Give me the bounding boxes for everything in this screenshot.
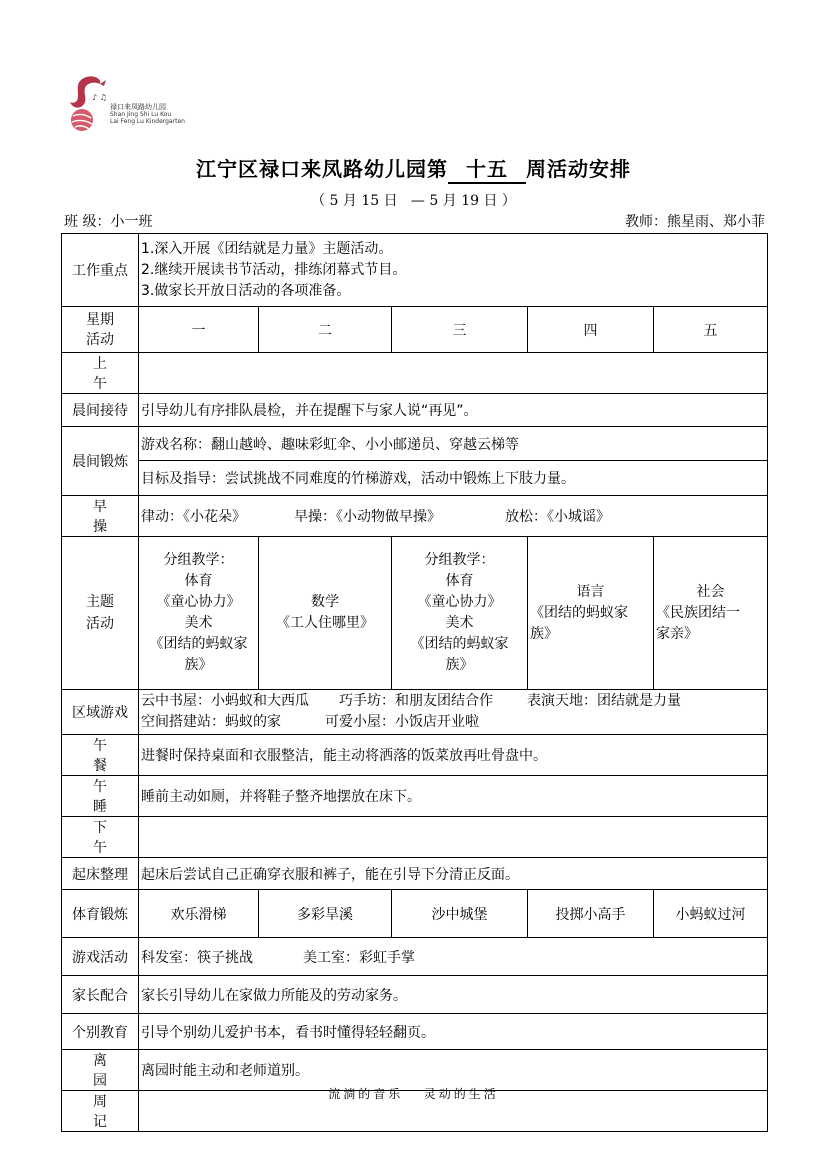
kindergarten-logo xyxy=(62,74,202,134)
weekday-fri: 五 xyxy=(654,307,768,353)
theme-thu-line: 语言 xyxy=(576,583,605,600)
notes-label: 周 记 xyxy=(62,1091,139,1132)
individual-row xyxy=(62,1014,768,1050)
footer-slogan: 流淌的音乐 灵动的生活 xyxy=(328,1087,499,1101)
area-line-2 xyxy=(141,712,765,733)
focus-row xyxy=(62,234,768,307)
theme-wed-line: 体育 xyxy=(445,573,474,589)
theme-mon-line: 《团结的蚂蚁家 xyxy=(149,636,248,652)
theme-fri-line: 《民族团结一 xyxy=(656,604,740,621)
afternoon-row xyxy=(62,817,768,858)
theme-wed-line: 《团结的蚂蚁家 xyxy=(410,636,509,652)
pe-label: 体育锻炼 xyxy=(62,890,139,938)
area-label: 区域游戏 xyxy=(62,690,139,735)
header-label-activity: 活动 xyxy=(86,331,114,348)
theme-mon xyxy=(139,537,259,690)
drill-relax: 放松：《小城谣》 xyxy=(505,509,610,525)
wakeup-content: 起床后尝试自己正确穿衣服和裤子，能在引导下分清正反面。 xyxy=(139,858,768,890)
theme-mon-line: 族》 xyxy=(184,657,213,673)
logo-mark-icon xyxy=(62,74,110,134)
games-item: 美工室：彩虹手掌 xyxy=(303,949,415,966)
leave-content: 离园时能主动和老师道别。 xyxy=(139,1050,768,1091)
weekday-thu: 四 xyxy=(528,307,654,353)
area-item: 可爱小屋：小饭店开业啦 xyxy=(325,714,479,730)
teacher-label: 教师：熊星雨、郑小菲 xyxy=(625,214,765,230)
weekly-plan-table xyxy=(61,233,768,1132)
reception-row xyxy=(62,394,768,427)
area-item: 云中书屋：小蚂蚁和大西瓜 xyxy=(141,693,309,709)
theme-mon-line: 分组教学： xyxy=(163,552,234,568)
exercise-row-1 xyxy=(62,427,768,461)
drill-rhythm: 律动：《小花朵》 xyxy=(141,509,246,525)
reception-label: 晨间接待 xyxy=(62,394,139,427)
header-label-week: 星期 xyxy=(86,311,114,328)
theme-fri-line: 社会 xyxy=(696,583,725,600)
class-label: 班 级：小一班 xyxy=(64,214,153,230)
parents-row xyxy=(62,976,768,1014)
area-line-1 xyxy=(141,691,765,712)
theme-tue-line: 《工人住哪里》 xyxy=(276,615,374,631)
games-label: 游戏活动 xyxy=(62,938,139,976)
theme-label-2: 活动 xyxy=(86,616,114,632)
reception-content: 引导幼儿有序排队晨检，并在提醒下与家人说“再见”。 xyxy=(139,394,768,427)
title-suffix: 周活动安排 xyxy=(526,157,631,181)
wakeup-row xyxy=(62,858,768,890)
weekday-header-row xyxy=(62,307,768,353)
pe-wed: 沙中城堡 xyxy=(392,890,528,938)
pe-tue: 多彩旱溪 xyxy=(259,890,392,938)
leave-label: 离 园 xyxy=(62,1050,139,1091)
individual-label: 个别教育 xyxy=(62,1014,139,1050)
lunch-content: 进餐时保持桌面和衣服整洁，能主动将洒落的饭菜放再吐骨盘中。 xyxy=(139,735,768,776)
focus-content xyxy=(139,234,768,307)
date-range: （ 5 月 15 日 — 5 月 19 日 ） xyxy=(311,193,516,209)
title-week: 十五 xyxy=(448,153,526,184)
theme-thu xyxy=(528,537,654,690)
logo-text xyxy=(110,104,185,125)
nap-label: 午 睡 xyxy=(62,776,139,817)
wakeup-label: 起床整理 xyxy=(62,858,139,890)
pe-fri: 小蚂蚁过河 xyxy=(654,890,768,938)
parents-label: 家长配合 xyxy=(62,976,139,1014)
games-item: 科发室：筷子挑战 xyxy=(141,949,253,966)
svg-text:♪ ♫: ♪ ♫ xyxy=(92,93,107,102)
individual-content: 引导个别幼儿爱护书本，看书时懂得轻轻翻页。 xyxy=(139,1014,768,1050)
exercise-label: 晨间锻炼 xyxy=(62,427,139,496)
focus-label: 工作重点 xyxy=(62,234,139,307)
morning-row xyxy=(62,353,768,394)
weekday-mon: 一 xyxy=(139,307,259,353)
nap-row xyxy=(62,776,768,817)
drill-content xyxy=(139,496,768,537)
theme-mon-line: 美术 xyxy=(184,615,213,631)
theme-wed-line: 《童心协力》 xyxy=(417,594,502,610)
drill-morning-exercise: 早操：《小动物做早操》 xyxy=(294,509,441,525)
afternoon-label: 下 午 xyxy=(62,817,139,858)
weekday-header-label xyxy=(62,307,139,353)
area-row xyxy=(62,690,768,735)
morning-label: 上 午 xyxy=(62,353,139,394)
lunch-row xyxy=(62,735,768,776)
exercise-row-2 xyxy=(62,461,768,496)
drill-label: 早 操 xyxy=(62,496,139,537)
area-item: 空间搭建站：蚂蚁的家 xyxy=(141,714,281,730)
title-prefix: 江宁区禄口来凤路幼儿园第 xyxy=(196,157,448,181)
games-content xyxy=(139,938,768,976)
morning-content xyxy=(139,353,768,394)
logo-pinyin-1: Shan Jing Shi Lu Kou xyxy=(110,111,172,118)
page-title xyxy=(0,153,827,184)
theme-tue-line: 数学 xyxy=(311,594,339,610)
theme-mon-line: 《童心协力》 xyxy=(156,594,241,610)
exercise-games: 游戏名称：翻山越岭、趣味彩虹伞、小小邮递员、穿越云梯等 xyxy=(139,427,768,461)
theme-label xyxy=(62,537,139,690)
focus-item: 2.继续开展读书节活动，排练闭幕式节目。 xyxy=(141,261,407,278)
weekday-tue: 二 xyxy=(259,307,392,353)
focus-item: 3.做家长开放日活动的各项准备。 xyxy=(141,282,351,299)
theme-fri xyxy=(654,537,768,690)
theme-thu-line: 《团结的蚂蚁家 xyxy=(530,604,628,621)
exercise-goal: 目标及指导：尝试挑战不同难度的竹梯游戏，活动中锻炼上下肢力量。 xyxy=(139,461,768,496)
theme-wed-line: 美术 xyxy=(445,615,474,631)
theme-tue xyxy=(259,537,392,690)
theme-wed-line: 分组教学： xyxy=(424,552,495,568)
pe-mon: 欢乐滑梯 xyxy=(139,890,259,938)
theme-row xyxy=(62,537,768,690)
lunch-label: 午 餐 xyxy=(62,735,139,776)
focus-item: 1.深入开展《团结就是力量》主题活动。 xyxy=(141,240,393,257)
logo-pinyin-2: Lai Feng Lu Kindergarten xyxy=(110,118,185,125)
theme-wed xyxy=(392,537,528,690)
games-row xyxy=(62,938,768,976)
theme-wed-line: 族》 xyxy=(445,657,474,673)
parents-content: 家长引导幼儿在家做力所能及的劳动家务。 xyxy=(139,976,768,1014)
theme-mon-line: 体育 xyxy=(184,573,213,589)
theme-label-1: 主题 xyxy=(86,594,114,610)
nap-content: 睡前主动如厕，并将鞋子整齐地摆放在床下。 xyxy=(139,776,768,817)
pe-thu: 投掷小高手 xyxy=(528,890,654,938)
theme-thu-line: 族》 xyxy=(530,625,558,642)
area-item: 表演天地：团结就是力量 xyxy=(527,693,681,709)
afternoon-content xyxy=(139,817,768,858)
theme-fri-line: 家亲》 xyxy=(656,625,698,642)
area-item: 巧手坊：和朋友团结合作 xyxy=(339,693,493,709)
logo-name: 禄口来凤路幼儿园 xyxy=(110,103,166,111)
weekday-wed: 三 xyxy=(392,307,528,353)
area-content xyxy=(139,690,768,735)
pe-row xyxy=(62,890,768,938)
drill-row xyxy=(62,496,768,537)
